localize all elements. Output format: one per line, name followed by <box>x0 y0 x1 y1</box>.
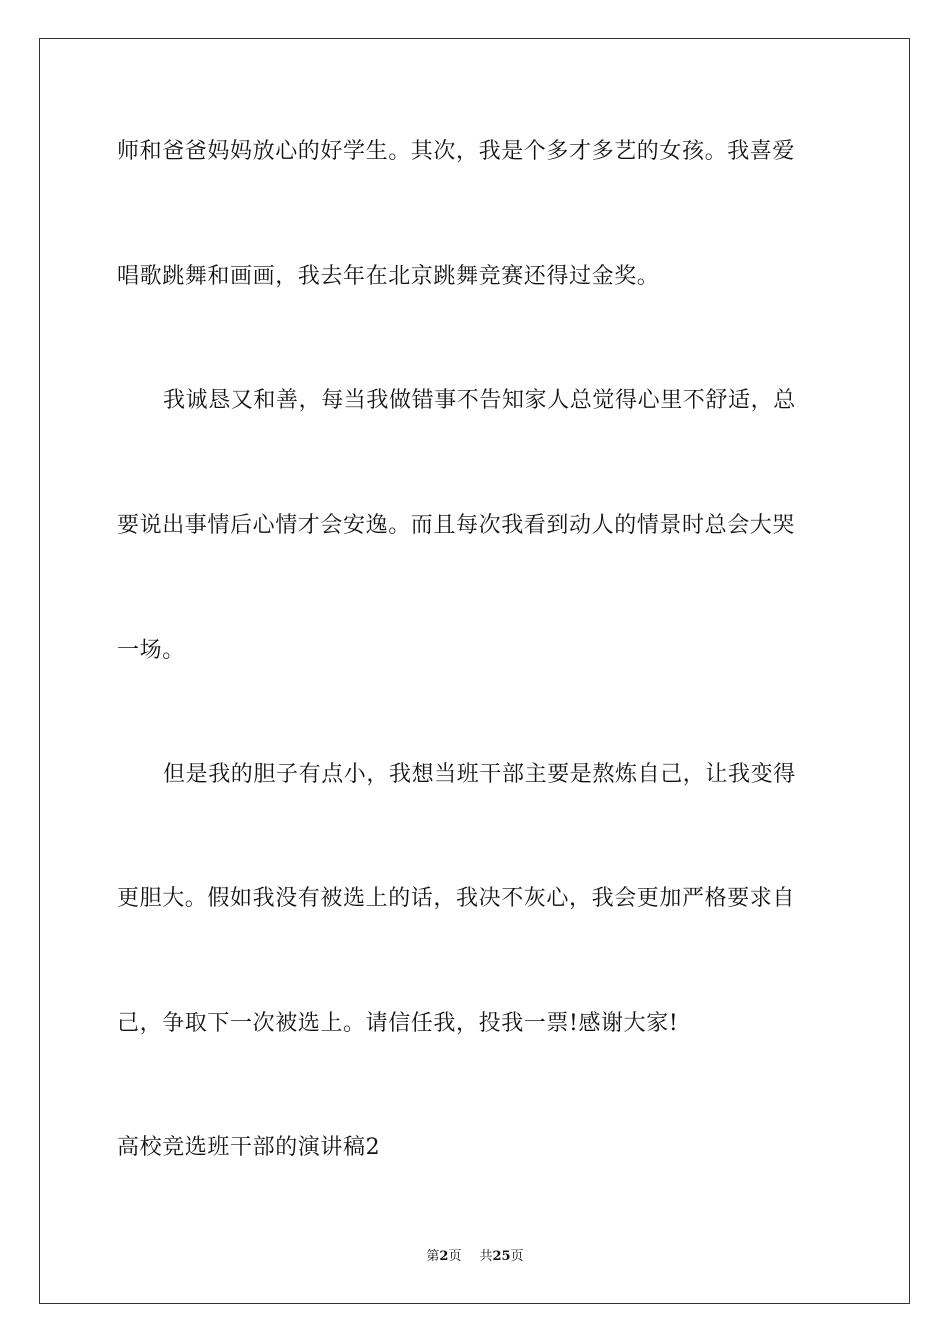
paragraph-line: 师和爸爸妈妈放心的好学生。其次，我是个多才多艺的女孩。我喜爱 <box>117 139 796 164</box>
paragraph-line: 己，争取下一次被选上。请信任我，投我一票!感谢大家! <box>117 1011 679 1036</box>
paragraph-line-indented: 但是我的胆子有点小，我想当班干部主要是熬炼自己，让我变得 <box>163 762 796 787</box>
paragraph-line-indented: 我诚恳又和善，每当我做错事不告知家人总觉得心里不舒适，总 <box>163 388 796 413</box>
footer-page-suffix: 页 <box>448 1249 462 1264</box>
paragraph-line: 唱歌跳舞和画画，我去年在北京跳舞竞赛还得过金奖。 <box>117 264 660 289</box>
paragraph-line: 要说出事情后心情才会安逸。而且每次我看到动人的情景时总会大哭 <box>117 513 796 538</box>
page-frame <box>39 38 910 1304</box>
footer-total-suffix: 页 <box>510 1249 524 1264</box>
footer-total-pages: 25 <box>492 1249 511 1264</box>
paragraph-line: 更胆大。假如我没有被选上的话，我决不灰心，我会更加严格要求自 <box>117 886 796 911</box>
footer-page-prefix: 第 <box>426 1249 440 1264</box>
section-heading: 高校竞选班干部的演讲稿2 <box>117 1135 381 1160</box>
footer-page-number: 2 <box>439 1249 449 1264</box>
page-footer <box>0 1248 950 1266</box>
paragraph-line: 一场。 <box>117 638 185 663</box>
footer-total-prefix: 共 <box>479 1249 493 1264</box>
